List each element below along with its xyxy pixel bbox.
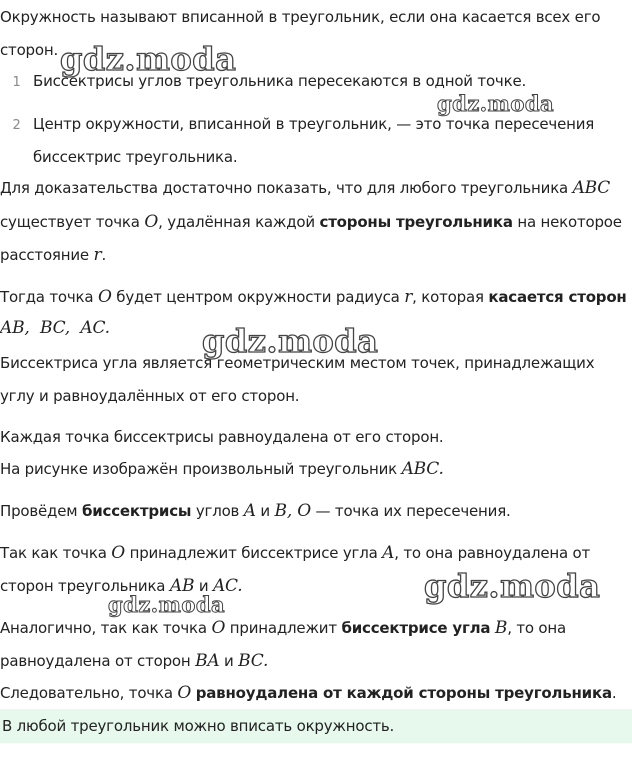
watermark: gdz.moda xyxy=(108,592,226,617)
math-expression: r xyxy=(93,245,102,265)
math-expression: BC. xyxy=(238,651,269,671)
conclusion-text: В любой треугольник можно вписать окружность. xyxy=(2,717,395,735)
paragraph-line: Так как точка O принадлежит биссектрисе угла A, то она равноудалена от xyxy=(0,543,591,563)
bold-term: равноудалена от каждой стороны треугольника xyxy=(195,684,612,702)
math-expression: B xyxy=(494,618,508,638)
paragraph-line: Тогда точка O будет центром окружности радиуса r, которая касается сторон xyxy=(0,287,627,307)
math-expression: ABC xyxy=(572,178,611,198)
math-expression: AC. xyxy=(212,576,243,596)
list-item: 1 Биссектрисы углов треугольника пересекаются в одной точке. xyxy=(0,71,526,93)
paragraph-line xyxy=(0,318,110,338)
paragraph-line: Аналогично, так как точка O принадлежит биссектрисе угла B, то она xyxy=(0,618,566,638)
math-expression: O xyxy=(97,287,112,307)
math-expression: O xyxy=(177,683,192,703)
math-expression: O xyxy=(211,618,226,638)
paragraph-line: углу и равноудалённых от его сторон. xyxy=(0,387,300,405)
math-expression: O xyxy=(111,543,126,563)
math-expression: ABC. xyxy=(401,459,444,479)
bold-term: касается сторон xyxy=(488,288,627,306)
paragraph-line: На рисунке изображён произвольный треугольник ABC. xyxy=(0,459,444,479)
watermark: gdz.moda xyxy=(437,91,555,116)
bold-term: биссектрисе угла xyxy=(341,619,491,637)
intro-line-2: сторон. xyxy=(0,41,59,59)
math-expression: B, O xyxy=(274,501,311,521)
paragraph-line: Провёдем биссектрисы углов A и B, O — точка их пересечения. xyxy=(0,501,511,521)
list-item-continuation: биссектрис треугольника. xyxy=(33,148,238,166)
list-number: 1 xyxy=(12,75,21,90)
math-expression: A xyxy=(382,543,395,563)
paragraph-line: Биссектриса угла является геометрическим местом точек, принадлежащих xyxy=(0,354,595,372)
intro-line-1: Окружность называют вписанной в треугольник, если она касается всех его xyxy=(0,8,601,26)
math-expression: O xyxy=(144,212,159,232)
paragraph-line: Следовательно, точка O равноудалена от каждой стороны треугольника. xyxy=(0,683,617,703)
paragraph-line: Для доказательства достаточно показать, что для любого треугольника ABC xyxy=(0,178,611,198)
bold-term: биссектрисы xyxy=(81,502,192,520)
list-item: 2 Центр окружности, вписанной в треугольник, — это точка пересечения xyxy=(0,114,594,136)
watermark: gdz.moda xyxy=(424,567,601,605)
math-expression: r xyxy=(404,287,413,307)
math-expression: A xyxy=(243,501,256,521)
bold-term: стороны треугольника xyxy=(319,213,513,231)
paragraph-line: Каждая точка биссектрисы равноудалена от его сторон. xyxy=(0,428,444,446)
watermark: gdz.moda xyxy=(202,322,379,360)
paragraph-line: расстояние r. xyxy=(0,245,107,265)
math-expression: AB, BC, AC. xyxy=(0,318,110,338)
paragraph-line: существует точка O, удалённая каждой стороны треугольника на некоторое xyxy=(0,212,622,232)
math-expression: BA xyxy=(195,651,220,671)
paragraph-line: сторон треугольника AB и AC. xyxy=(0,576,243,596)
paragraph-line: равноудалена от сторон BA и BC. xyxy=(0,651,269,671)
list-number: 2 xyxy=(12,118,21,133)
watermark: gdz.moda xyxy=(60,40,237,78)
math-expression: AB xyxy=(169,576,195,596)
